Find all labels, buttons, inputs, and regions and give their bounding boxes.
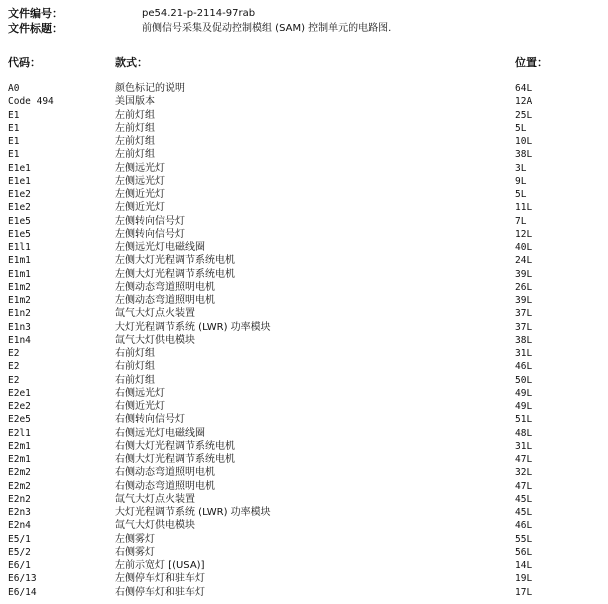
table-row [0,122,608,135]
component-code: E5/2 [8,546,31,558]
component-description: 右侧远光灯电磁线圈 [115,427,205,439]
component-position: 14L [515,560,533,571]
component-description: 左侧远光灯 [115,175,165,187]
table-row [0,175,608,188]
component-position: 26L [515,281,533,293]
component-description: 氙气大灯供电模块 [115,334,195,346]
component-table [0,82,608,599]
component-description: 左侧近光灯 [115,202,165,214]
component-position: 56L [515,546,533,558]
component-position: 40L [515,242,533,253]
table-row [0,241,608,254]
table-row [0,413,608,426]
component-code: E1e5 [8,228,31,240]
component-code: E1 [8,122,20,134]
component-description: 大灯光程调节系统 (LWR) 功率模块 [115,321,271,333]
component-position: 37L [515,308,533,320]
component-code: E2m1 [8,454,31,465]
component-code: E6/1 [8,560,31,571]
component-position: 49L [515,401,533,412]
component-description: 右前灯组 [115,348,155,359]
table-row [0,135,608,148]
component-code: E6/14 [8,586,37,598]
component-description: 左前示宽灯 [(USA)] [115,560,205,571]
component-code: E1 [8,149,20,161]
table-row [0,95,608,108]
component-description: 右前灯组 [115,374,155,386]
table-row [0,519,608,532]
component-code: E1n2 [8,308,31,320]
component-position: 46L [515,520,533,532]
component-description: 左前灯组 [115,109,155,121]
component-description: 大灯光程调节系统 (LWR) 功率模块 [115,507,271,518]
table-row [0,374,608,387]
component-code: E2 [8,374,20,386]
component-code: A0 [8,83,20,94]
component-position: 51L [515,414,533,426]
table-row [0,109,608,122]
component-description: 右侧大灯光程调节系统电机 [115,440,235,452]
table-row [0,466,608,479]
component-code: E5/1 [8,533,31,545]
component-description: 左前灯组 [115,149,155,161]
component-code: E1m2 [8,295,31,306]
component-position: 5L [515,189,527,200]
component-position: 17L [515,586,533,598]
doc-number-label: 文件编号： [8,7,63,20]
component-position: 45L [515,507,533,518]
table-row [0,162,608,175]
component-code: E2m1 [8,440,31,452]
component-code: E1m1 [8,268,31,280]
table-row [0,387,608,400]
table-row [0,427,608,440]
component-code: Code 494 [8,96,54,108]
table-row [0,559,608,572]
component-position: 48L [515,427,533,439]
component-position: 11L [515,202,533,214]
table-row [0,480,608,493]
table-row [0,254,608,267]
component-code: E2m2 [8,467,31,479]
table-row [0,360,608,373]
component-description: 左侧大灯光程调节系统电机 [115,268,235,280]
component-position: 12L [515,228,533,240]
table-row [0,188,608,201]
table-row [0,453,608,466]
doc-title-value: 前侧信号采集及促动控制模组 (SAM) 控制单元的电路图. [142,23,392,34]
table-row [0,586,608,599]
component-position: 37L [515,321,533,333]
component-code: E2n4 [8,520,31,532]
component-description: 左侧转向信号灯 [115,215,185,227]
component-code: E1e2 [8,189,31,200]
column-header-position: 位置： [515,56,548,69]
table-row [0,294,608,307]
table-row [0,334,608,347]
component-description: 美国版本 [115,96,155,108]
component-description: 左侧转向信号灯 [115,228,185,240]
component-description: 左侧停车灯和驻车灯 [115,573,205,585]
table-row [0,82,608,95]
table-row [0,440,608,453]
component-position: 49L [515,387,533,399]
component-description: 右前灯组 [115,361,155,373]
component-position: 46L [515,361,533,373]
component-position: 64L [515,83,533,94]
component-position: 50L [515,374,533,386]
table-row [0,268,608,281]
component-description: 氙气大灯供电模块 [115,520,195,532]
component-description: 右侧动态弯道照明电机 [115,467,215,479]
table-row [0,400,608,413]
component-position: 25L [515,109,533,121]
component-position: 38L [515,334,533,346]
table-row [0,347,608,360]
column-header-code: 代码： [8,56,41,69]
component-description: 氙气大灯点火装置 [115,308,195,320]
table-row [0,321,608,334]
component-position: 5L [515,122,527,134]
component-code: E1e2 [8,202,31,214]
component-code: E1l1 [8,242,31,253]
component-description: 左侧近光灯 [115,189,165,200]
component-position: 19L [515,573,533,585]
table-row [0,215,608,228]
component-position: 39L [515,268,533,280]
component-code: E2m2 [8,480,31,492]
component-description: 右侧远光灯 [115,387,165,399]
component-description: 右侧大灯光程调节系统电机 [115,454,235,465]
component-position: 24L [515,255,533,267]
component-description: 左侧动态弯道照明电机 [115,295,215,306]
table-row [0,533,608,546]
component-code: E1n3 [8,321,31,333]
component-description: 左前灯组 [115,122,155,134]
component-code: E1 [8,136,20,147]
component-code: E1n4 [8,334,31,346]
table-row [0,228,608,241]
component-description: 右侧雾灯 [115,546,155,558]
doc-number-value: pe54.21-p-2114-97rab [142,8,256,19]
component-description: 右侧转向信号灯 [115,414,185,426]
component-position: 7L [515,215,527,227]
component-code: E1m2 [8,281,31,293]
component-code: E1e1 [8,162,31,174]
component-code: E2e2 [8,401,31,412]
component-position: 31L [515,348,533,359]
component-position: 38L [515,149,533,161]
component-code: E1 [8,109,20,121]
table-row [0,493,608,506]
table-row [0,281,608,294]
table-row [0,546,608,559]
table-row [0,307,608,320]
doc-title-label: 文件标题： [8,22,63,35]
component-code: E1m1 [8,255,31,267]
component-description: 右侧近光灯 [115,401,165,412]
component-description: 颜色标记的说明 [115,83,185,94]
component-position: 47L [515,454,533,465]
table-row [0,148,608,161]
component-code: E2n3 [8,507,31,518]
column-header-model: 款式： [115,56,148,69]
component-description: 左侧动态弯道照明电机 [115,281,215,293]
table-row [0,201,608,214]
component-position: 47L [515,480,533,492]
component-code: E6/13 [8,573,37,585]
component-position: 10L [515,136,533,147]
component-description: 左侧大灯光程调节系统电机 [115,255,235,267]
component-code: E2e1 [8,387,31,399]
component-code: E2l1 [8,427,31,439]
component-code: E2e5 [8,414,31,426]
component-description: 左侧雾灯 [115,533,155,545]
component-position: 9L [515,175,527,187]
component-description: 氙气大灯点火装置 [115,493,195,505]
component-position: 55L [515,533,533,545]
component-position: 32L [515,467,533,479]
component-position: 12A [515,96,533,108]
component-code: E2 [8,348,20,359]
component-code: E2 [8,361,20,373]
table-row [0,572,608,585]
component-description: 左侧远光灯 [115,162,165,174]
component-description: 左前灯组 [115,136,155,147]
component-position: 39L [515,295,533,306]
table-row [0,506,608,519]
component-code: E2n2 [8,493,31,505]
component-position: 3L [515,162,527,174]
component-description: 右侧停车灯和驻车灯 [115,586,205,598]
component-code: E1e1 [8,175,31,187]
component-code: E1e5 [8,215,31,227]
component-description: 左侧远光灯电磁线圈 [115,242,205,253]
component-description: 右侧动态弯道照明电机 [115,480,215,492]
component-position: 45L [515,493,533,505]
component-position: 31L [515,440,533,452]
